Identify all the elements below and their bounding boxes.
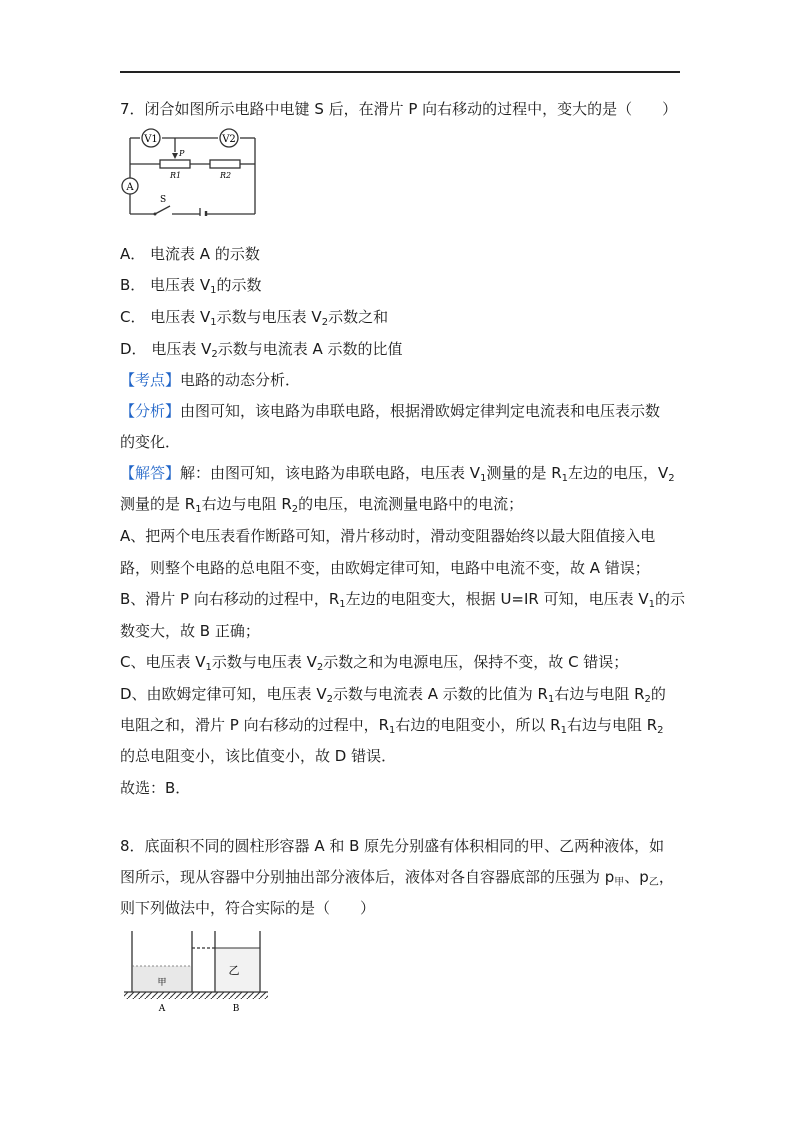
liquid-a-label: 甲: [157, 978, 167, 988]
fenxi-line-2: 的变化．: [120, 433, 181, 451]
kaodian: 【考点】电路的动态分析．: [120, 371, 301, 389]
container-a-label: A: [158, 1004, 166, 1014]
switch-label: S: [160, 195, 167, 205]
analysis-a-2: 路，则整个电路的总电阻不变，由欧姆定律可知，电路中电流不变，故 A 错误；: [120, 559, 650, 577]
jieda-line-2: 测量的是 $R_1$右边与电阻 $R_2$的电压，电流测量电路中的电流；: [120, 495, 524, 515]
answer-line: 故选：B．: [120, 779, 191, 797]
q8-line-2: 图所示，现从容器中分别抽出部分液体后，液体对各自容器底部的压强为 $p_甲$、$p_乙$，: [120, 868, 674, 888]
header-rule: [120, 71, 680, 73]
liquid-b-label: 乙: [228, 964, 240, 977]
option-a: A． 电流表 A 的示数: [120, 245, 260, 263]
option-d: D． 电压表 $V_2$示数与电流表 A 示数的比值: [120, 340, 403, 360]
analysis-c-1: C、电压表 $V_1$示数与电压表 $V_2$示数之和为电源电压，保持不变，故 C 错误；: [120, 653, 629, 673]
ammeter-label: A: [126, 182, 134, 193]
jieda-tag: 【解答】: [120, 464, 181, 482]
analysis-d-2: 电阻之和，滑片 P 向右移动的过程中，$R_1$右边的电阻变小，所以 $R_1$右边与电阻 $R_2$: [120, 716, 664, 736]
v2-label: V2: [222, 134, 236, 145]
q8-line-3: 则下列做法中，符合实际的是（ ）: [120, 899, 376, 917]
option-c: C． 电压表 $V_1$示数与电压表 $V_2$示数之和: [120, 308, 389, 328]
container-b-label: B: [232, 1004, 240, 1014]
kaodian-tag: 【考点】: [120, 371, 181, 389]
jieda-line-1: 【解答】解：由图可知，该电路为串联电路，电压表 $V_1$测量的是 $R_1$左边的电压，$V_2$: [120, 464, 675, 484]
option-b: B． 电压表 $V_1$的示数: [120, 276, 262, 296]
analysis-b-2: 数变大，故 B 正确；: [120, 622, 260, 640]
slider-label: P: [179, 149, 185, 158]
analysis-a-1: A、把两个电压表看作断路可知，滑片移动时，滑动变阻器始终以最大阻值接入电: [120, 527, 656, 545]
analysis-b-1: B、滑片 P 向右移动的过程中，$R_1$左边的电阻变大，根据 U=IR 可知，电压表 $V_1$的示: [120, 590, 686, 610]
containers-diagram: [122, 926, 272, 1020]
v1-label: V1: [144, 134, 158, 145]
analysis-d-1: D、由欧姆定律可知，电压表 $V_2$示数与电流表 A 示数的比值为 $R_1$右边与电阻 $R_2$的: [120, 685, 666, 705]
fenxi-line-1: 【分析】由图可知，该电路为串联电路，根据滑欧姆定律判定电流表和电压表示数: [120, 402, 661, 420]
r1-label: R1: [170, 171, 182, 180]
analysis-d-3: 的总电阻变小，该比值变小，故 D 错误．: [120, 747, 397, 765]
q7-stem: 7．闭合如图所示电路中电键 S 后，在滑片 P 向右移动的过程中，变大的是（ ）: [120, 100, 678, 118]
r2-label: R2: [220, 171, 232, 180]
circuit-diagram: [120, 126, 260, 220]
q8-line-1: 8．底面积不同的圆柱形容器 A 和 B 原先分别盛有体积相同的甲、乙两种液体，如: [120, 837, 665, 855]
fenxi-tag: 【分析】: [120, 402, 181, 420]
